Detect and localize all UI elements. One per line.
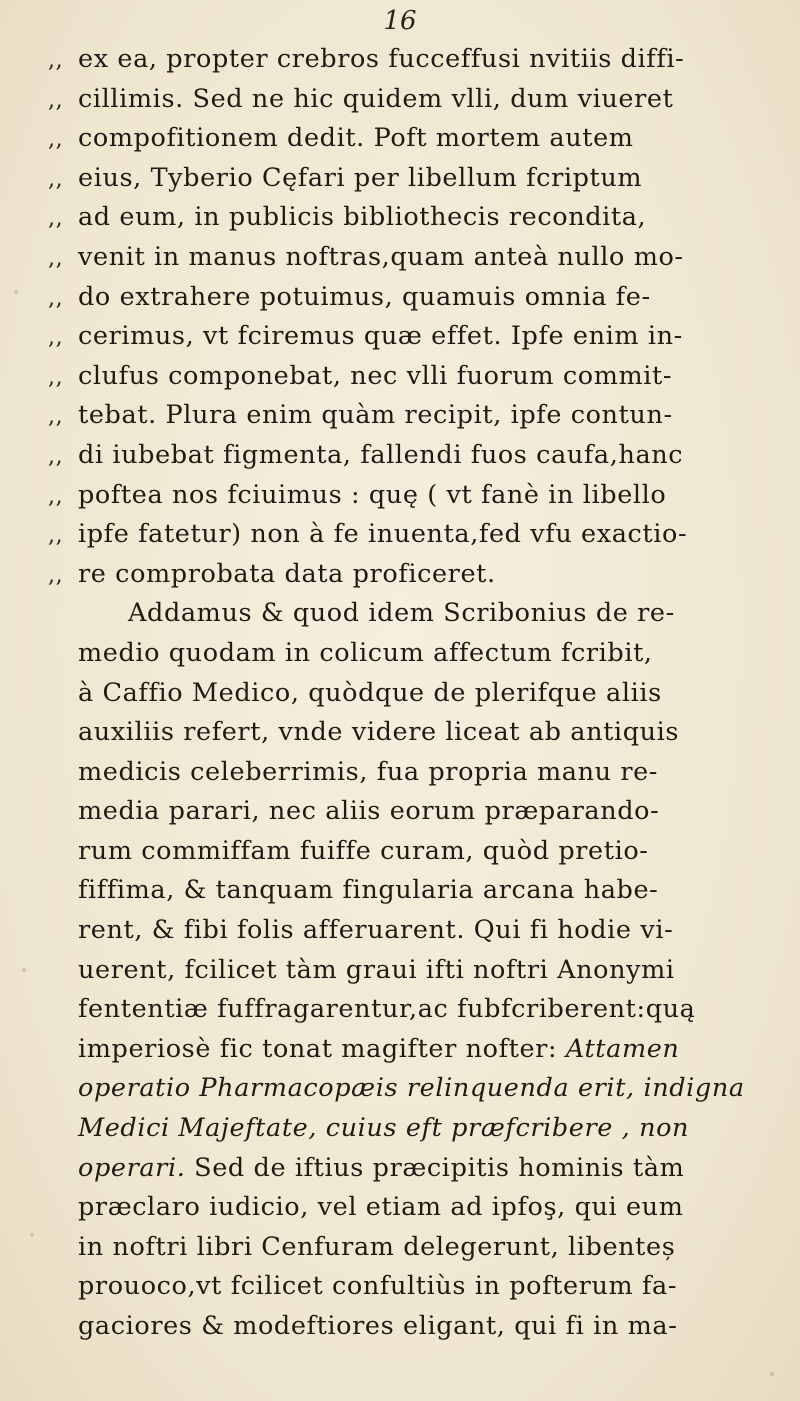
quote-mark: ,, <box>48 166 64 192</box>
line-text: uerent, fcilicet tàm graui ifti noftri Anonymi <box>78 954 675 985</box>
quote-mark: ,, <box>48 364 64 390</box>
quote-mark: ,, <box>48 87 64 113</box>
quote-mark: ,, <box>48 127 64 153</box>
text-line <box>48 1030 793 1070</box>
text-line <box>48 317 793 357</box>
text-line <box>48 990 793 1030</box>
line-text: ipfe fatetur) non à fe inuenta,fed vfu exactio- <box>78 519 688 550</box>
line-text-italic: Attamen <box>565 1033 680 1064</box>
text-line <box>48 832 793 872</box>
line-text-roman: Sed de iftius præcipitis hominis tàm <box>185 1152 685 1183</box>
paper-speck <box>22 968 26 972</box>
text-line <box>48 40 793 80</box>
quote-mark: ,, <box>48 483 64 509</box>
quote-mark: ,, <box>48 443 64 469</box>
line-text: eius, Tyberio Cęfari per libellum fcriptum <box>78 162 643 193</box>
line-text: compofitionem dedit. Poft mortem autem <box>78 123 634 154</box>
text-line <box>48 357 793 397</box>
line-text: poftea nos fciuimus : quę ( vt fanè in libello <box>78 479 667 510</box>
quote-mark: ,, <box>48 245 64 271</box>
line-text: cerimus, vt fciremus quæ effet. Ipfe enim in- <box>78 321 683 352</box>
italic-quote-line <box>48 1069 793 1109</box>
line-text: di iubebat figmenta, fallendi fuos caufa,hanc <box>78 439 684 470</box>
text-line <box>48 1267 793 1307</box>
line-text <box>78 1149 684 1189</box>
line-text: re comprobata data proficeret. <box>78 558 496 589</box>
text-line <box>48 436 793 476</box>
text-line <box>48 674 793 714</box>
line-text: Medici Majeftate, cuius eft præfcribere , non <box>78 1113 690 1144</box>
line-text: venit in manus noftras,quam anteà nullo mo- <box>78 241 684 272</box>
text-line <box>48 1307 793 1347</box>
text-line <box>48 911 793 951</box>
line-text-italic: operari. <box>78 1152 186 1183</box>
text-block <box>48 40 793 1347</box>
line-text: medicis celeberrimis, fua propria manu re- <box>78 756 659 787</box>
text-line <box>48 1228 793 1268</box>
line-text: clufus componebat, nec vlli fuorum commit- <box>78 360 673 391</box>
quote-mark: ,, <box>48 325 64 351</box>
text-line <box>48 792 793 832</box>
page-number: 16 <box>383 6 417 36</box>
line-text: ex ea, propter crebros fucceffusi nvitiis diffi- <box>78 44 685 74</box>
line-text: medio quodam in colicum affectum fcribit, <box>78 637 653 668</box>
line-text: ad eum, in publicis bibliothecis recondita, <box>78 202 647 233</box>
line-text <box>78 1030 679 1070</box>
line-text: Addamus & quod idem Scribonius de re- <box>128 598 675 629</box>
quote-mark: ,, <box>48 285 64 311</box>
text-line <box>48 119 793 159</box>
paper-speck <box>770 1372 774 1376</box>
line-text: gaciores & modeftiores eligant, qui fi in ma- <box>78 1311 678 1341</box>
text-line <box>48 951 793 991</box>
text-line <box>48 753 793 793</box>
line-text: præclaro iudicio, vel etiam ad ipfoş, qui eum <box>78 1192 684 1223</box>
text-line <box>48 80 793 120</box>
quote-mark: ,, <box>48 562 64 588</box>
line-text: cillimis. Sed ne hic quidem vlli, dum viueret <box>78 83 674 114</box>
quote-mark: ,, <box>48 523 64 549</box>
line-text: fiffima, & tanquam fingularia arcana habe- <box>78 875 659 906</box>
text-line <box>48 634 793 674</box>
line-text: rent, & fibi folis afferuarent. Qui fi hodie vi- <box>78 915 674 946</box>
line-text: tebat. Plura enim quàm recipit, ipfe contun- <box>78 400 673 431</box>
paper-speck <box>30 1233 34 1237</box>
paper-speck <box>14 290 18 294</box>
text-line <box>48 159 793 199</box>
quote-mark: ,, <box>48 206 64 232</box>
quote-mark: ,, <box>48 48 64 73</box>
text-line <box>48 515 793 555</box>
italic-quote-line <box>48 1109 793 1149</box>
line-text: in noftri libri Cenfuram delegerunt, libenteș <box>78 1231 676 1262</box>
text-line <box>48 1149 793 1189</box>
text-line <box>48 278 793 318</box>
text-line <box>48 198 793 238</box>
text-line <box>48 555 793 595</box>
line-text: à Caffio Medico, quòdque de plerifque aliis <box>78 677 662 708</box>
line-text: prouoco,vt fcilicet confultiùs in pofterum fa- <box>78 1271 678 1302</box>
line-text: media parari, nec aliis eorum præparando- <box>78 796 660 827</box>
text-line <box>48 396 793 436</box>
text-line <box>48 1188 793 1228</box>
quote-mark: ,, <box>48 404 64 430</box>
text-line <box>48 476 793 516</box>
line-text: fententiæ fuffragarentur,ac fubfcriberent:quą <box>78 994 696 1025</box>
line-text: rum commiffam fuiffe curam, quòd pretio- <box>78 835 649 866</box>
text-line <box>48 871 793 911</box>
line-text-roman: imperiosè fic tonat magifter nofter: <box>78 1033 566 1064</box>
line-text: auxiliis refert, vnde videre liceat ab antiquis <box>78 717 680 748</box>
line-text: operatio Pharmacopæis relinquenda erit, indigna <box>78 1073 745 1104</box>
line-text: do extrahere potuimus, quamuis omnia fe- <box>78 281 651 312</box>
paragraph-start-line <box>48 594 793 634</box>
text-line <box>48 713 793 753</box>
text-line <box>48 238 793 278</box>
